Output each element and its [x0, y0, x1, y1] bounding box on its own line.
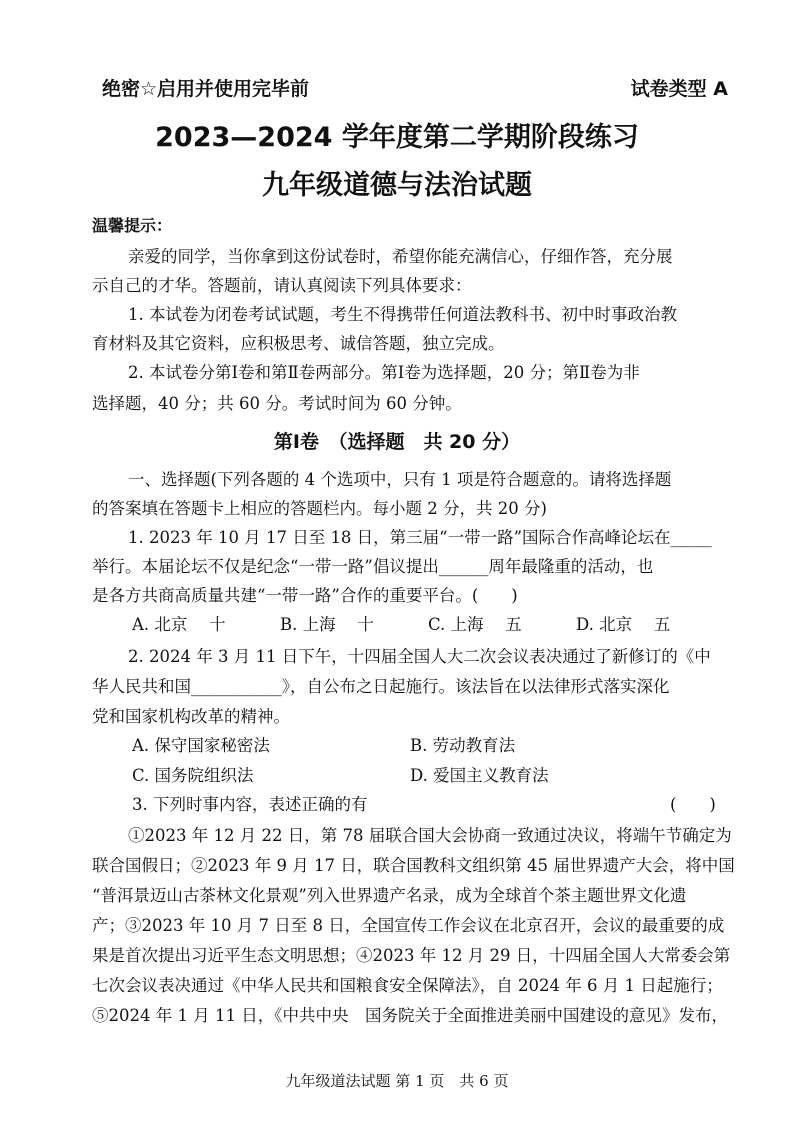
- q3-text-line: ①2023 年 12 月 22 日，第 78 届联合国大会协商一致通过决议，将端午节确定为: [128, 826, 732, 845]
- section-instruction-line: 一、选择题(下列各题的 4 个选项中，只有 1 项是符合题意的。请将选择题: [128, 470, 672, 489]
- q2-stem-line: 党和国家机构改革的精神。: [92, 707, 290, 726]
- q2-option-a: A. 保守国家秘密法: [132, 736, 270, 755]
- q2-option-b: B. 劳动教育法: [410, 736, 516, 755]
- tips-line: 2. 本试卷分第Ⅰ卷和第Ⅱ卷两部分。第Ⅰ卷为选择题，20 分；第Ⅱ卷为非: [128, 363, 640, 382]
- q2-option-c: C. 国务院组织法: [132, 766, 254, 785]
- q2-stem-line: 华人民共和国___________》，自公布之日起施行。该法旨在以法律形式落实深化: [92, 677, 670, 696]
- q3-text-line: 联合国假日；②2023 年 9 月 17 日，联合国教科文组织第 45 届世界遗产大会，将中国: [92, 856, 735, 875]
- tips-label: 温馨提示：: [92, 216, 173, 235]
- q1-option-c: C. 上海 五: [428, 615, 522, 634]
- q2-option-d: D. 爱国主义教育法: [410, 766, 549, 785]
- q1-option-d: D. 北京 五: [576, 615, 671, 634]
- exam-subtitle: 九年级道德与法治试题: [262, 170, 532, 201]
- q1-option-b: B. 上海 十: [280, 615, 374, 634]
- tips-line: 育材料及其它资料，应积极思考、诚信答题，独立完成。: [92, 334, 505, 353]
- q3-answer-paren: ( ): [670, 795, 716, 814]
- tips-line: 选择题，40 分；共 60 分。考试时间为 60 分钟。: [92, 394, 462, 413]
- q1-stem-line: 是各方共商高质量共建“一带一路”合作的重要平台。( ): [92, 586, 518, 605]
- q1-stem-line: 举行。本届论坛不仅是纪念“一带一路”倡议提出______周年最隆重的活动，也: [92, 557, 654, 576]
- q3-text-line: 果是首次提出习近平生态文明思想；④2023 年 12 月 29 日，十四届全国人大常委会第: [92, 946, 731, 965]
- q3-text-line: ⑤2024 年 1 月 11 日，《中共中央 国务院关于全面推进美丽中国建设的意见》发布，: [92, 1006, 728, 1025]
- q3-stem: 3. 下列时事内容，表述正确的有: [132, 795, 368, 814]
- section-title: 第Ⅰ卷 （选择题 共 20 分）: [273, 431, 521, 453]
- paper-type-label: 试卷类型 A: [630, 78, 728, 100]
- tips-line: 示自己的才华。答题前，请认真阅读下列具体要求：: [92, 276, 472, 295]
- q1-stem-line: 1. 2023 年 10 月 17 日至 18 日，第三届“一带一路”国际合作高峰论坛在_____: [128, 528, 712, 547]
- q1-options: [132, 611, 732, 635]
- exam-title: 2023—2024 学年度第二学期阶段练习: [155, 122, 639, 153]
- q3-text-line: 七次会议表决通过《中华人民共和国粮食安全保障法》，自 2024 年 6 月 1 日起施行；: [92, 976, 723, 995]
- tips-line: 1. 本试卷为闭卷考试试题，考生不得携带任何道法教科书、初中时事政治教: [128, 305, 677, 324]
- tips-line: 亲爱的同学，当你拿到这份试卷时，希望你能充满信心，仔细作答，充分展: [128, 247, 673, 266]
- q3-text-line: “普洱景迈山古茶林文化景观”列入世界遗产名录，成为全球首个茶主题世界文化遗: [92, 886, 687, 905]
- section-instruction-line: 的答案填在答题卡上相应的答题栏内。每小题 2 分，共 20 分): [92, 499, 547, 518]
- confidential-label: 绝密☆启用并使用完毕前: [102, 78, 310, 100]
- q1-option-a: A. 北京 十: [132, 615, 226, 634]
- q2-stem-line: 2. 2024 年 3 月 11 日下午，十四届全国人大二次会议表决通过了新修订的《中: [128, 647, 711, 666]
- q3-text-line: 产；③2023 年 10 月 7 日至 8 日，全国宣传工作会议在北京召开，会议的最重要的成: [92, 916, 725, 935]
- page-footer: 九年级道法试题 第 1 页 共 6 页: [285, 1072, 509, 1090]
